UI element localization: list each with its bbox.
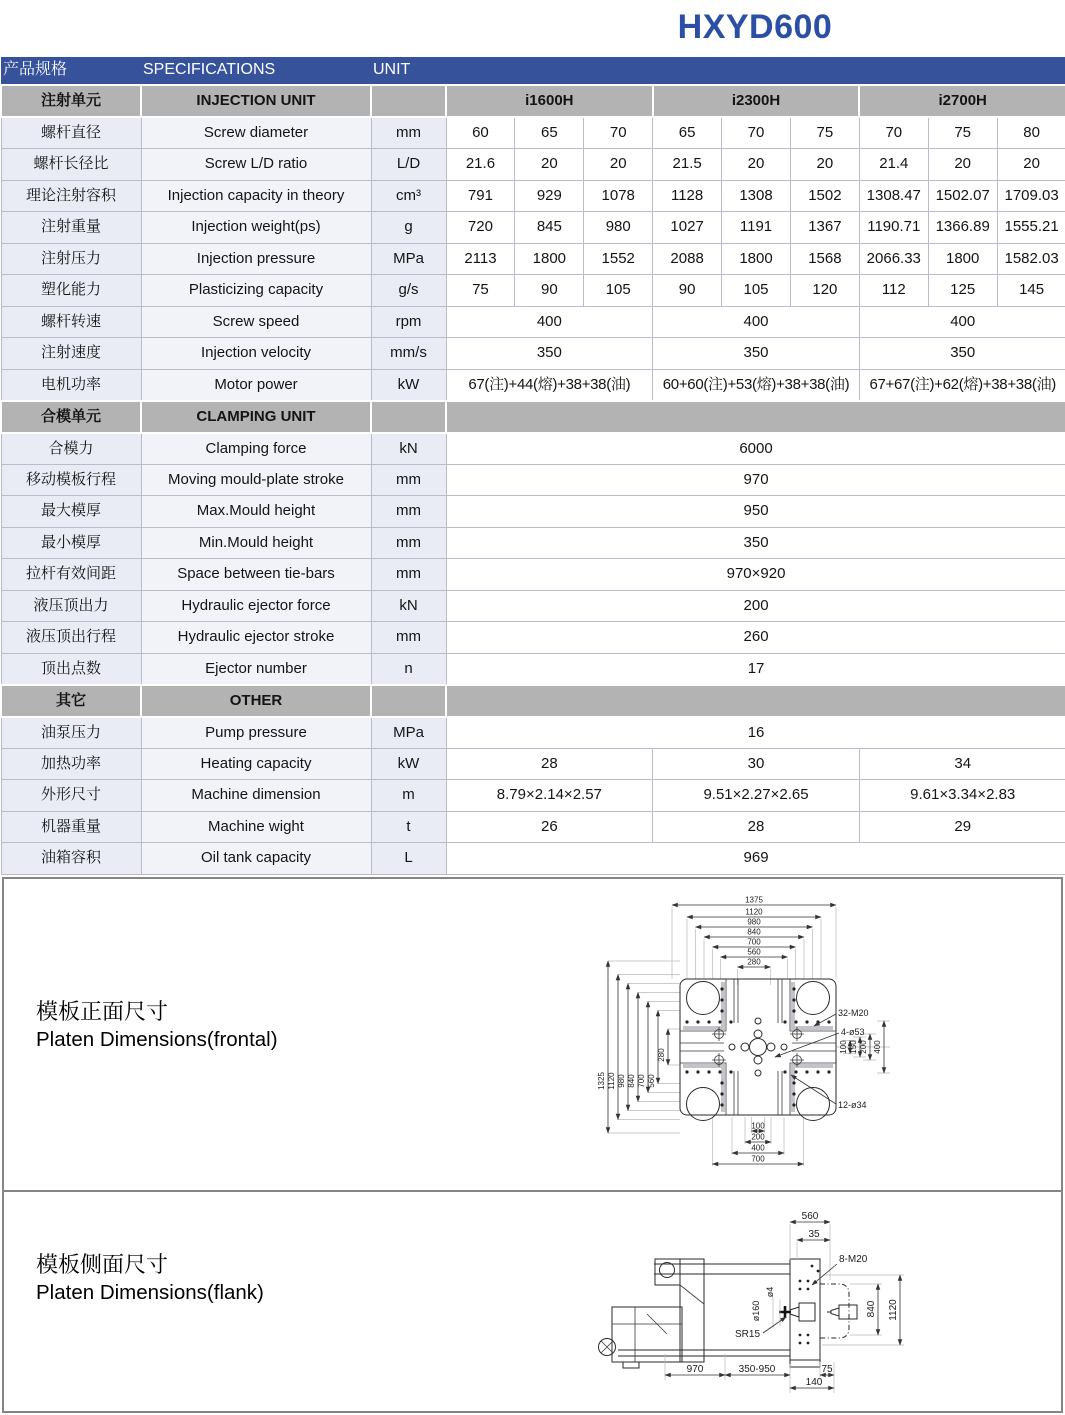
value-cell: 21.5: [653, 149, 722, 181]
value-cell: 1366.89: [928, 212, 997, 244]
table-row: [1, 212, 1065, 244]
row-label-en: Heating capacity: [141, 748, 371, 780]
table-row: [1, 653, 1065, 685]
table-row: [1, 717, 1065, 749]
row-label-zh: 螺杆直径: [1, 117, 141, 149]
row-label-zh: 油箱容积: [1, 843, 141, 875]
row-label-en: Injection capacity in theory: [141, 180, 371, 212]
section-label-en: CLAMPING UNIT: [141, 401, 371, 433]
dimension-label: 1120: [607, 1072, 616, 1090]
value-cell: 75: [446, 275, 515, 307]
row-label-zh: 最大模厚: [1, 496, 141, 528]
section-label-en: INJECTION UNIT: [141, 85, 371, 117]
row-label-en: Screw speed: [141, 306, 371, 338]
group-value-cell: 400: [653, 306, 860, 338]
frontal-bottom-dimensions: [713, 1122, 804, 1165]
dimension-label: 1120: [745, 907, 763, 917]
row-label-zh: 塑化能力: [1, 275, 141, 307]
section-spacer: [446, 685, 1065, 717]
row-unit: mm: [371, 622, 446, 654]
span-value-cell: 200: [446, 590, 1065, 622]
value-cell: 20: [722, 149, 791, 181]
span-value-cell: 350: [446, 527, 1065, 559]
value-cell: 65: [653, 117, 722, 149]
frontal-label: [36, 997, 278, 1053]
dimension-label: 75: [821, 1364, 833, 1375]
row-label-en: Oil tank capacity: [141, 843, 371, 875]
section-spacer: [446, 401, 1065, 433]
span-value-cell: 16: [446, 717, 1065, 749]
tie-bar-end: [660, 1263, 675, 1278]
value-cell: 720: [446, 212, 515, 244]
value-cell: 1191: [722, 212, 791, 244]
value-cell: 1027: [653, 212, 722, 244]
section-unit-spacer: [371, 685, 446, 717]
section-label-zh: 合模单元: [1, 401, 141, 433]
value-cell: 2113: [446, 243, 515, 275]
value-cell: 145: [997, 275, 1065, 307]
value-cell: 1800: [722, 243, 791, 275]
value-cell: 80: [997, 117, 1065, 149]
row-label-zh: 理论注射容积: [1, 180, 141, 212]
value-cell: 1800: [515, 243, 584, 275]
machine-foot: [623, 1362, 639, 1368]
dimension-label: 840: [747, 927, 761, 937]
group-value-cell: 29: [859, 811, 1065, 843]
row-label-en: Space between tie-bars: [141, 559, 371, 591]
value-cell: 1800: [928, 243, 997, 275]
value-cell: 21.6: [446, 149, 515, 181]
value-cell: 21.4: [859, 149, 928, 181]
value-cell: 60: [446, 117, 515, 149]
row-label-zh: 油泵压力: [1, 717, 141, 749]
row-label-en: Machine dimension: [141, 780, 371, 812]
frontal-top-dimensions: [672, 896, 836, 968]
span-value-cell: 6000: [446, 433, 1065, 465]
table-row: [1, 433, 1065, 465]
row-unit: kW: [371, 369, 446, 401]
row-label-zh: 拉杆有效间距: [1, 559, 141, 591]
row-unit: n: [371, 653, 446, 685]
row-unit: L: [371, 843, 446, 875]
group-value-cell: 400: [446, 306, 653, 338]
bolt-hole-dots: [685, 987, 830, 1106]
row-label-en: Motor power: [141, 369, 371, 401]
section-label-zh: 其它: [1, 685, 141, 717]
table-row: [1, 527, 1065, 559]
section-row: [1, 685, 1065, 717]
tie-bar-hole: [797, 982, 830, 1015]
value-cell: 70: [859, 117, 928, 149]
row-unit: kW: [371, 748, 446, 780]
dimension-label: 350-950: [738, 1364, 776, 1375]
span-value-cell: 970×920: [446, 559, 1065, 591]
row-label-en: Machine wight: [141, 811, 371, 843]
row-label-en: Injection velocity: [141, 338, 371, 370]
annotation-label: SR15: [735, 1329, 761, 1340]
flank-label: [36, 1250, 264, 1306]
header-product-spec: 产品规格: [1, 57, 141, 85]
dimension-label: 150: [849, 1040, 858, 1054]
row-label-zh: 液压顶出行程: [1, 622, 141, 654]
value-cell: 1308: [722, 180, 791, 212]
flank-drawing-panel: [2, 1192, 1063, 1413]
value-cell: 980: [584, 212, 653, 244]
flank-annotations: [735, 1254, 868, 1340]
dimension-label: 35: [808, 1229, 820, 1240]
value-cell: 70: [722, 117, 791, 149]
dimension-label: 100: [839, 1040, 848, 1054]
group-value-cell: 28: [653, 811, 860, 843]
dimension-label: 400: [751, 1143, 765, 1153]
value-cell: 105: [584, 275, 653, 307]
row-unit: mm: [371, 496, 446, 528]
value-cell: 929: [515, 180, 584, 212]
group-value-cell: 60+60(注)+53(熔)+38+38(油): [653, 369, 860, 401]
row-label-en: Injection pressure: [141, 243, 371, 275]
row-label-zh: 移动模板行程: [1, 464, 141, 496]
value-cell: 70: [584, 117, 653, 149]
row-unit: MPa: [371, 717, 446, 749]
flank-label-zh: 模板侧面尺寸: [36, 1252, 169, 1277]
value-cell: 125: [928, 275, 997, 307]
machine-foot: [790, 1360, 820, 1367]
row-label-zh: 机器重量: [1, 811, 141, 843]
header-unit: UNIT: [371, 57, 446, 85]
row-unit: g: [371, 212, 446, 244]
dimension-label: 840: [627, 1074, 636, 1088]
dimension-label: 100: [751, 1121, 765, 1131]
frontal-label-zh: 模板正面尺寸: [36, 999, 169, 1024]
spec-table-body: [1, 57, 1065, 874]
group-value-cell: 34: [859, 748, 1065, 780]
value-cell: 1568: [790, 243, 859, 275]
frontal-platen-drawing: [588, 885, 988, 1185]
dimension-label: 1375: [745, 895, 763, 905]
row-unit: cm³: [371, 180, 446, 212]
row-unit: mm: [371, 527, 446, 559]
value-cell: 1128: [653, 180, 722, 212]
value-cell: 791: [446, 180, 515, 212]
model-header: i2300H: [653, 85, 860, 117]
value-cell: 90: [515, 275, 584, 307]
row-label-en: Screw L/D ratio: [141, 149, 371, 181]
extension-lines-left: [608, 961, 680, 1133]
row-label-en: Injection weight(ps): [141, 212, 371, 244]
header-spacer: [446, 57, 1065, 85]
model-header: i1600H: [446, 85, 653, 117]
table-row: [1, 590, 1065, 622]
dimension-label: 200: [751, 1132, 765, 1142]
table-row: [1, 748, 1065, 780]
spec-table: [0, 57, 1065, 875]
table-row: [1, 464, 1065, 496]
row-unit: m: [371, 780, 446, 812]
value-cell: 1709.03: [997, 180, 1065, 212]
value-cell: 1502.07: [928, 180, 997, 212]
row-label-zh: 注射速度: [1, 338, 141, 370]
value-cell: 1502: [790, 180, 859, 212]
value-cell: 2088: [653, 243, 722, 275]
row-unit: mm/s: [371, 338, 446, 370]
section-row: [1, 401, 1065, 433]
table-row: [1, 117, 1065, 149]
dimension-label: 400: [873, 1040, 882, 1054]
row-label-zh: 电机功率: [1, 369, 141, 401]
value-cell: 845: [515, 212, 584, 244]
annotation-label: 4-ø53: [841, 1027, 865, 1037]
table-row: [1, 149, 1065, 181]
dimension-label: 700: [747, 937, 761, 947]
row-label-zh: 顶出点数: [1, 653, 141, 685]
group-value-cell: 350: [653, 338, 860, 370]
table-row: [1, 180, 1065, 212]
dimension-label: 840: [866, 1300, 877, 1318]
dimension-label: 970: [686, 1364, 704, 1375]
row-label-zh: 合模力: [1, 433, 141, 465]
row-label-en: Max.Mould height: [141, 496, 371, 528]
row-label-en: Hydraulic ejector force: [141, 590, 371, 622]
tie-bar-hole: [687, 982, 720, 1015]
platen-front-view: [680, 979, 836, 1121]
table-row: [1, 275, 1065, 307]
value-cell: 1582.03: [997, 243, 1065, 275]
span-value-cell: 950: [446, 496, 1065, 528]
table-row: [1, 811, 1065, 843]
platen-bolt-dots: [799, 1265, 820, 1345]
group-value-cell: 28: [446, 748, 653, 780]
table-row: [1, 780, 1065, 812]
value-cell: 20: [584, 149, 653, 181]
row-label-en: Ejector number: [141, 653, 371, 685]
table-row: [1, 622, 1065, 654]
frontal-annotations: [775, 1008, 869, 1110]
section-label-zh: 注射单元: [1, 85, 141, 117]
value-cell: 20: [997, 149, 1065, 181]
value-cell: 90: [653, 275, 722, 307]
span-value-cell: 17: [446, 653, 1065, 685]
dimension-label: 140: [805, 1377, 823, 1388]
row-label-en: Moving mould-plate stroke: [141, 464, 371, 496]
row-label-en: Hydraulic ejector stroke: [141, 622, 371, 654]
flank-label-en: Platen Dimensions(flank): [36, 1280, 264, 1304]
value-cell: 1078: [584, 180, 653, 212]
annotation-label: 12-ø34: [838, 1100, 867, 1110]
row-label-zh: 外形尺寸: [1, 780, 141, 812]
row-unit: rpm: [371, 306, 446, 338]
row-unit: kN: [371, 590, 446, 622]
row-unit: mm: [371, 559, 446, 591]
table-header-row: [1, 57, 1065, 85]
flank-platen-drawing: [587, 1204, 1007, 1409]
row-label-zh: 螺杆转速: [1, 306, 141, 338]
group-value-cell: 9.51×2.27×2.65: [653, 780, 860, 812]
annotation-label: 8-M20: [839, 1254, 868, 1265]
dimension-label: 560: [747, 947, 761, 957]
row-unit: mm: [371, 117, 446, 149]
frontal-label-en: Platen Dimensions(frontal): [36, 1027, 278, 1051]
dimension-label: 280: [747, 957, 761, 967]
row-unit: L/D: [371, 149, 446, 181]
dimension-label: 560: [647, 1074, 656, 1088]
section-unit-spacer: [371, 401, 446, 433]
section-row: [1, 85, 1065, 117]
table-row: [1, 843, 1065, 875]
group-value-cell: 8.79×2.14×2.57: [446, 780, 653, 812]
table-row: [1, 496, 1065, 528]
group-value-cell: 350: [859, 338, 1065, 370]
value-cell: 105: [722, 275, 791, 307]
value-cell: 1367: [790, 212, 859, 244]
tie-bar-hole: [687, 1088, 720, 1121]
row-unit: t: [371, 811, 446, 843]
value-cell: 20: [928, 149, 997, 181]
tie-bar-hole: [797, 1088, 830, 1121]
group-value-cell: 400: [859, 306, 1065, 338]
table-row: [1, 369, 1065, 401]
dimension-label: 560: [801, 1211, 819, 1222]
value-cell: 2066.33: [859, 243, 928, 275]
row-label-en: Pump pressure: [141, 717, 371, 749]
table-row: [1, 243, 1065, 275]
row-label-zh: 加热功率: [1, 748, 141, 780]
row-label-en: Clamping force: [141, 433, 371, 465]
machine-side-view: [599, 1259, 858, 1368]
group-value-cell: 67+67(注)+62(熔)+38+38(油): [859, 369, 1065, 401]
table-row: [1, 559, 1065, 591]
dimension-label: 980: [617, 1074, 626, 1088]
frontal-drawing-panel: [2, 877, 1063, 1192]
annotation-label: 32-M20: [838, 1008, 869, 1018]
span-value-cell: 970: [446, 464, 1065, 496]
row-label-zh: 液压顶出力: [1, 590, 141, 622]
page-title: HXYD600: [677, 8, 833, 46]
dimension-label: 1325: [597, 1072, 606, 1090]
row-label-zh: 注射重量: [1, 212, 141, 244]
dimension-label: 700: [751, 1154, 765, 1164]
group-value-cell: 9.61×3.34×2.83: [859, 780, 1065, 812]
value-cell: 65: [515, 117, 584, 149]
span-value-cell: 260: [446, 622, 1065, 654]
row-unit: g/s: [371, 275, 446, 307]
group-value-cell: 30: [653, 748, 860, 780]
row-label-en: Min.Mould height: [141, 527, 371, 559]
table-row: [1, 306, 1065, 338]
model-header: i2700H: [859, 85, 1065, 117]
dimension-label: 700: [637, 1074, 646, 1088]
value-cell: 1308.47: [859, 180, 928, 212]
dimension-label: 280: [657, 1048, 666, 1062]
value-cell: 1555.21: [997, 212, 1065, 244]
annotation-label: ø4: [765, 1286, 775, 1298]
value-cell: 20: [790, 149, 859, 181]
value-cell: 1190.71: [859, 212, 928, 244]
row-unit: mm: [371, 464, 446, 496]
row-label-en: Plasticizing capacity: [141, 275, 371, 307]
value-cell: 75: [928, 117, 997, 149]
dimension-label: 200: [859, 1040, 868, 1054]
nozzle-center-mark: [779, 1306, 791, 1318]
group-value-cell: 67(注)+44(熔)+38+38(油): [446, 369, 653, 401]
group-value-cell: 350: [446, 338, 653, 370]
row-label-zh: 最小模厚: [1, 527, 141, 559]
group-value-cell: 26: [446, 811, 653, 843]
injection-nozzle: [827, 1305, 857, 1319]
section-unit-spacer: [371, 85, 446, 117]
annotation-label: ø160: [751, 1300, 761, 1322]
value-cell: 20: [515, 149, 584, 181]
row-label-en: Screw diameter: [141, 117, 371, 149]
row-label-zh: 螺杆长径比: [1, 149, 141, 181]
header-specifications: SPECIFICATIONS: [141, 57, 371, 85]
frontal-left-dimensions: [597, 961, 668, 1133]
span-value-cell: 969: [446, 843, 1065, 875]
value-cell: 75: [790, 117, 859, 149]
value-cell: 112: [859, 275, 928, 307]
row-unit: MPa: [371, 243, 446, 275]
row-unit: kN: [371, 433, 446, 465]
dimension-label: 1120: [888, 1299, 899, 1321]
value-cell: 1552: [584, 243, 653, 275]
row-label-zh: 注射压力: [1, 243, 141, 275]
section-label-en: OTHER: [141, 685, 371, 717]
value-cell: 120: [790, 275, 859, 307]
dimension-label: 980: [747, 917, 761, 927]
table-row: [1, 338, 1065, 370]
